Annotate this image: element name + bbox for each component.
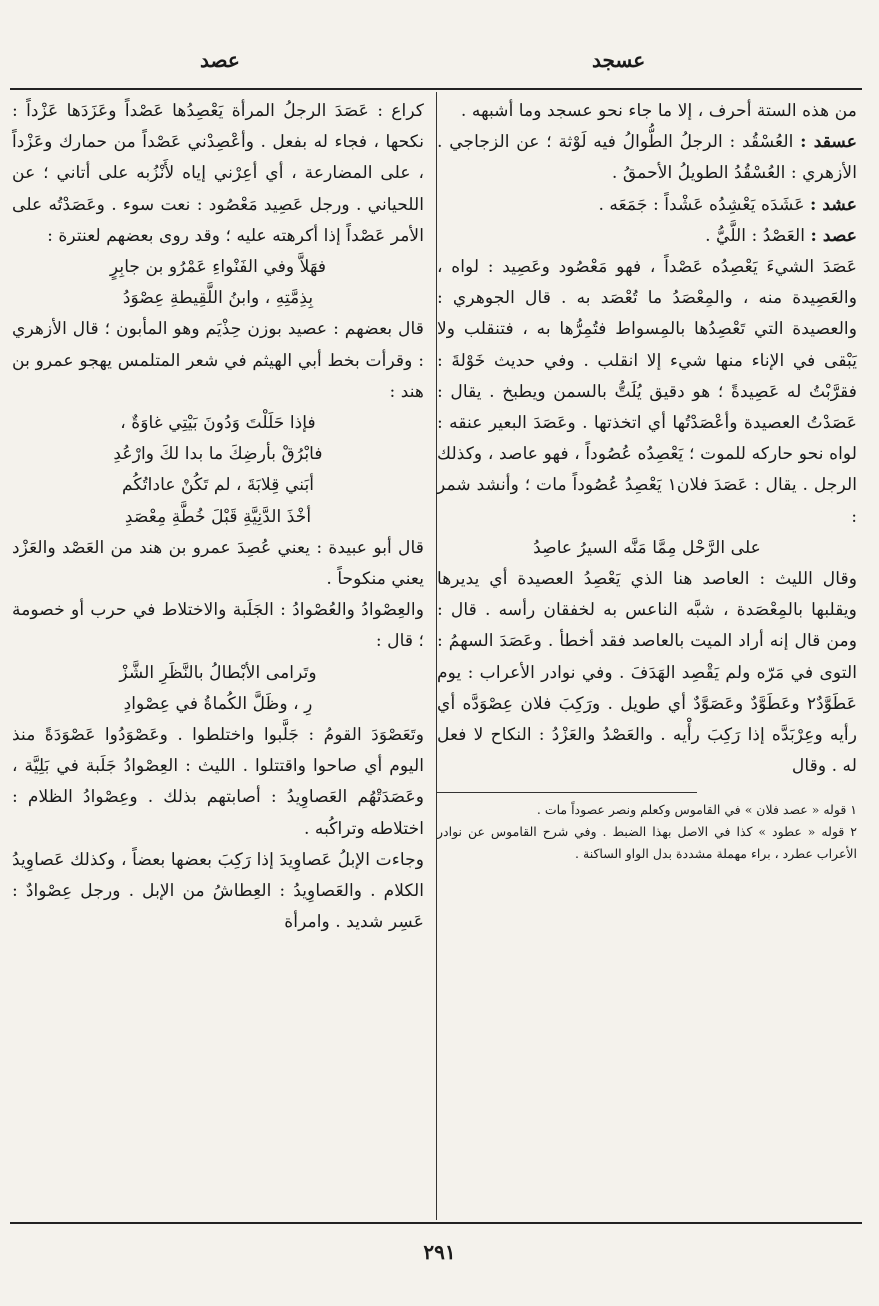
headword-asad: عصد : [810, 225, 857, 246]
verse-line: فابْرُقْ بأرضِكَ ما بدا لكَ وارْعُدِ [113, 444, 323, 465]
footer-rule [10, 1222, 862, 1224]
verse-line: بِذِمَّتِهِ ، وابنُ اللَّقِيطةِ عِصْوَدُ [122, 288, 314, 309]
page-number: ٢٩١ [423, 1240, 456, 1264]
intro-paragraph: من هذه الستة أحرف ، إلا ما جاء نحو عسجد وما أشبهه . [460, 101, 857, 121]
footnote-2: ٢ قوله « عطود » كذا في الاصل بهذا الضبط . وفي شرح القاموس عن نوادر الأعراب عطرد ، براء مهملة مشددة بدل الواو الساكنة . [437, 824, 857, 862]
entry-ashad-text: عَشَدَه يَعْشِدُه عَشْداً : جَمَعَه . [598, 194, 805, 215]
header-rule [10, 88, 862, 90]
body-paragraph: والعِصْوادُ والعُصْوادُ : الجَلَبة والاختلاط في حرب أو خصومة ؛ قال : [12, 600, 424, 652]
body-paragraph: كراع : عَصَدَ الرجلُ المرأة يَعْصِدُها عَصْداً وعَزَدَها عَزْداً : نكحها ، فجاء له بفعل . وأعْصِدْني عَصْداً من حمارك وعَزْداً ، على المضارعة ، أي أعِرْني إياه لأَنْزُبه على أتاني ؛ عن اللحياني . ورجل عَصِيد مَعْصُود : نعت سوء . وعَصَدْتُه على الأمر عَصْداً إذا أكرهته عليه ؛ وقد روى بعضهم لعنترة : [12, 101, 424, 246]
verse-line: فهَلاَّ وفي الفَنْواءِ عَمْرُو بن جابِرٍ [109, 257, 327, 278]
body-paragraph: وجاءت الإبلُ عَصاوِيدَ إذا رَكِبَ بعضها بعضاً ، وكذلك عَصاوِيدُ الكلام . والعَصاوِيدُ : العِطاشُ من الإبل . ورجل عِصْوادٌ : عَسِر شديد . وامرأة [12, 849, 424, 933]
verse-block [12, 658, 424, 720]
body-paragraph: عَصَدَ الشيءَ يَعْصِدُه عَصْداً ، فهو مَعْصُود وعَصِيد : لواه ، والعَصِيدة منه ، والمِعْصَدُ ما تُعْصَد به . قال الجوهري : والعصيدة التي تَعْصِدُها بالمِسواط فتُمِرُّها به ، فتنقلب ولا يَبْقى في الإناء منها شيء إلا انقلب . وفي حديث خَوْلةَ : فقرَّبْتُ له عَصِيدةً ؛ هو دقيق يُلَتُّ بالسمن ويطبخ . يقال : عَصَدْتُ العصيدة وأعْصَدْتُها أي اتخذتها . وعَصَدَ البعير عنقه : لواه نحو حاركه للموت ؛ يَعْصِدُه عُصُوداً ، فهو عاصد ، وكذلك الرجل . يقال : عَصَدَ فلان١ يَعْصِدُ عُصُوداً مات ؛ وأنشد شمر : [437, 257, 858, 527]
verse-block [12, 408, 424, 533]
headword-asqad: عسقد : [800, 132, 858, 153]
verse-line: على الرَّحْل مِمَّا مَنَّه السيرُ عاصِدُ [533, 537, 761, 558]
running-head-left: عصد [200, 48, 240, 72]
verse-line: أخْذَ الدَّنِيَّةِ قَبْلَ خُطَّةِ مِعْصَدِ [124, 506, 312, 527]
verse-line: وتَرامى الأبْطالُ بالنَّظَرِ الشَّزْ [119, 662, 317, 683]
verse-line: فإذا حَلَلْتَ وَدُونَ بَيْتِي غاوَةٌ ، [120, 413, 316, 434]
entry-asqad [437, 127, 857, 189]
headword-ashad: عشد : [810, 194, 857, 215]
body-paragraph: قال بعضهم : عصيد بوزن حِذْيَم وهو المأبون ؛ قال الأزهري : وقرأت بخط أبي الهيثم في شعر المتلمس يهجو عمرو بن هند : [12, 319, 424, 402]
body-paragraph: وتَعَصْوَدَ القومُ : جَلَّبوا واختلطوا . وعَصْوَدُوا عَصْوَدَةً منذ اليوم أي صاحوا واقتتلوا . الليث : العِصْوادُ جَلَبة في بَلِيَّة ، وعَصَدَتْهُم العَصاوِيدُ : أصابتهم بذلك . وعِصْوادُ الظلام : اختلاطه وتراكُبه . [12, 725, 424, 839]
footnote-1: ١ قوله « عصد فلان » في القاموس وكعلم ونصر عصوداً مات . [536, 802, 857, 818]
verse-line: رِ ، وظَلَّ الكُماةُ في عِصْوادِ [123, 693, 313, 714]
footnote-rule [437, 792, 697, 793]
body-paragraph: وقال الليث : العاصد هنا الذي يَعْصِدُ العصيدة أي يديرها ويقلبها بالمِعْصَدة ، شبَّه الناعس به لخفقان رأسه . قال : ومن قال إنه أراد الميت بالعاصد فقد أخطأ . وعَصَدَ السهمُ : التوى في مَرّه ولم يَقْصِد الهَدَفَ . وفي نوادر الأعراب : يوم عَطَوَّدٌ٢ وعَطَوَّدٌ وعَصَوَّدٌ أي طويل . ورَكِبَ فلان عِصْوَدَّه أي رأيه وعِرْبَدَّه إذا رَكِبَ رأْيه . والعَصْدُ والعَزْدُ : النكاح لا فعل له . وقال [437, 569, 857, 777]
body-paragraph: قال أبو عبيدة : يعني عُصِدَ عمرو بن هند من العَصْد والعَزْد يعني منكوحاً . [12, 537, 424, 590]
entry-asqad-text: العُسْقُد : الرجلُ الطُّوالُ فيه لَوْثة ؛ عن الزجاجي . الأزهري : العُسْقُدُ الطويلُ الأحمقُ . [437, 132, 857, 184]
right-column [437, 96, 857, 865]
entry-asad [437, 221, 857, 252]
verse-block [12, 252, 424, 314]
entry-asad-text: العَصْدُ : اللَّيُّ . [705, 225, 806, 246]
entry-ashad [437, 190, 857, 221]
verse-line: أبَني قِلابَةَ ، لم تَكُنْ عاداتُكُم [121, 475, 315, 496]
left-column [12, 96, 424, 938]
running-head-right: عسجد [592, 48, 646, 72]
